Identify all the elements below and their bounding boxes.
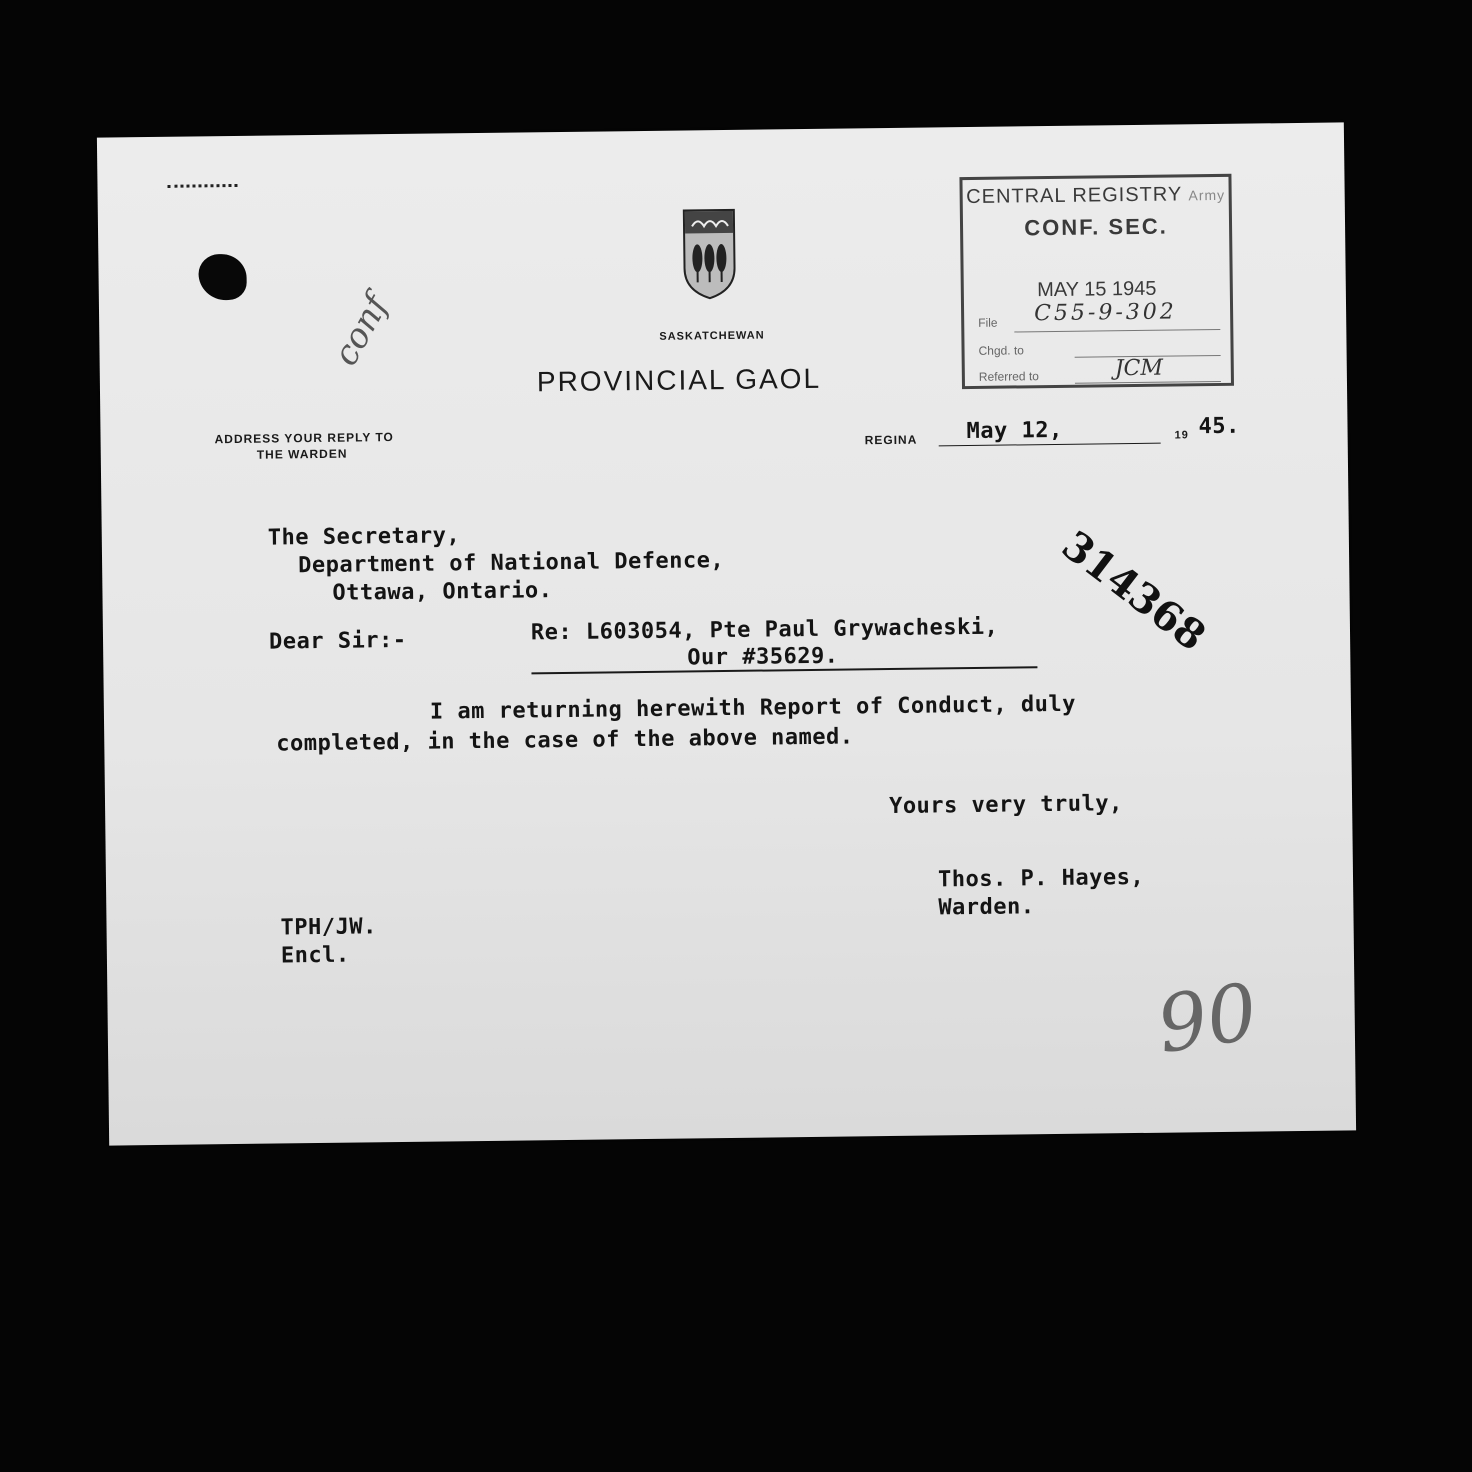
stamp-file-value: C55-9-302	[1033, 299, 1177, 327]
address-line-1: ADDRESS YOUR REPLY TO	[214, 430, 394, 447]
ink-blot	[198, 254, 247, 301]
stamp-army-label: Army	[1188, 186, 1226, 204]
signature-title: Warden.	[938, 894, 1035, 921]
central-registry-stamp	[959, 174, 1234, 389]
body-line-2: completed, in the case of the above named.	[276, 724, 854, 757]
signature-name: Thos. P. Hayes,	[937, 864, 1145, 893]
conf-annotation: conf	[325, 288, 397, 373]
recipient-line-2: Department of National Defence,	[297, 548, 725, 579]
stamp-date: MAY 15 1945	[1037, 277, 1157, 302]
body-line-1: I am returning herewith Report of Conduct, duly	[429, 691, 1077, 725]
year-prefix: 19	[1174, 429, 1189, 442]
stamp-file-label: File	[978, 315, 998, 330]
stamp-referred-value: JCM	[1114, 355, 1164, 382]
institution-name: PROVINCIAL GAOL	[536, 362, 822, 398]
date-day: May 12,	[966, 417, 1063, 445]
province-name: SASKATCHEWAN	[659, 329, 765, 343]
typist-initials: TPH/JW.	[280, 914, 377, 941]
year-suffix: 45.	[1198, 413, 1240, 440]
recipient-line-1: The Secretary,	[267, 523, 461, 551]
stamp-conf-sec: CONF. SEC.	[1024, 213, 1168, 241]
closing: Yours very truly,	[888, 791, 1123, 820]
salutation: Dear Sir:-	[268, 627, 407, 655]
city-label: REGINA	[864, 432, 918, 448]
enclosure-note: Encl.	[280, 942, 350, 969]
letter-page	[97, 122, 1356, 1145]
stamp-referred-label: Referred to	[978, 369, 1039, 384]
stamp-chgd-label: Chgd. to	[978, 343, 1025, 358]
subject-line-2: Our #35629.	[687, 643, 839, 671]
saskatchewan-coat-of-arms-icon	[682, 208, 737, 301]
stamp-registry-label: CENTRAL REGISTRY	[966, 183, 1183, 209]
address-line-2: THE WARDEN	[256, 446, 348, 462]
ink-smudge	[167, 184, 237, 192]
reference-number: 314368	[1053, 521, 1215, 661]
handwritten-page-number: 90	[1151, 967, 1264, 1072]
subject-line-1: Re: L603054, Pte Paul Grywacheski,	[530, 614, 999, 646]
recipient-line-3: Ottawa, Ontario.	[332, 578, 553, 606]
